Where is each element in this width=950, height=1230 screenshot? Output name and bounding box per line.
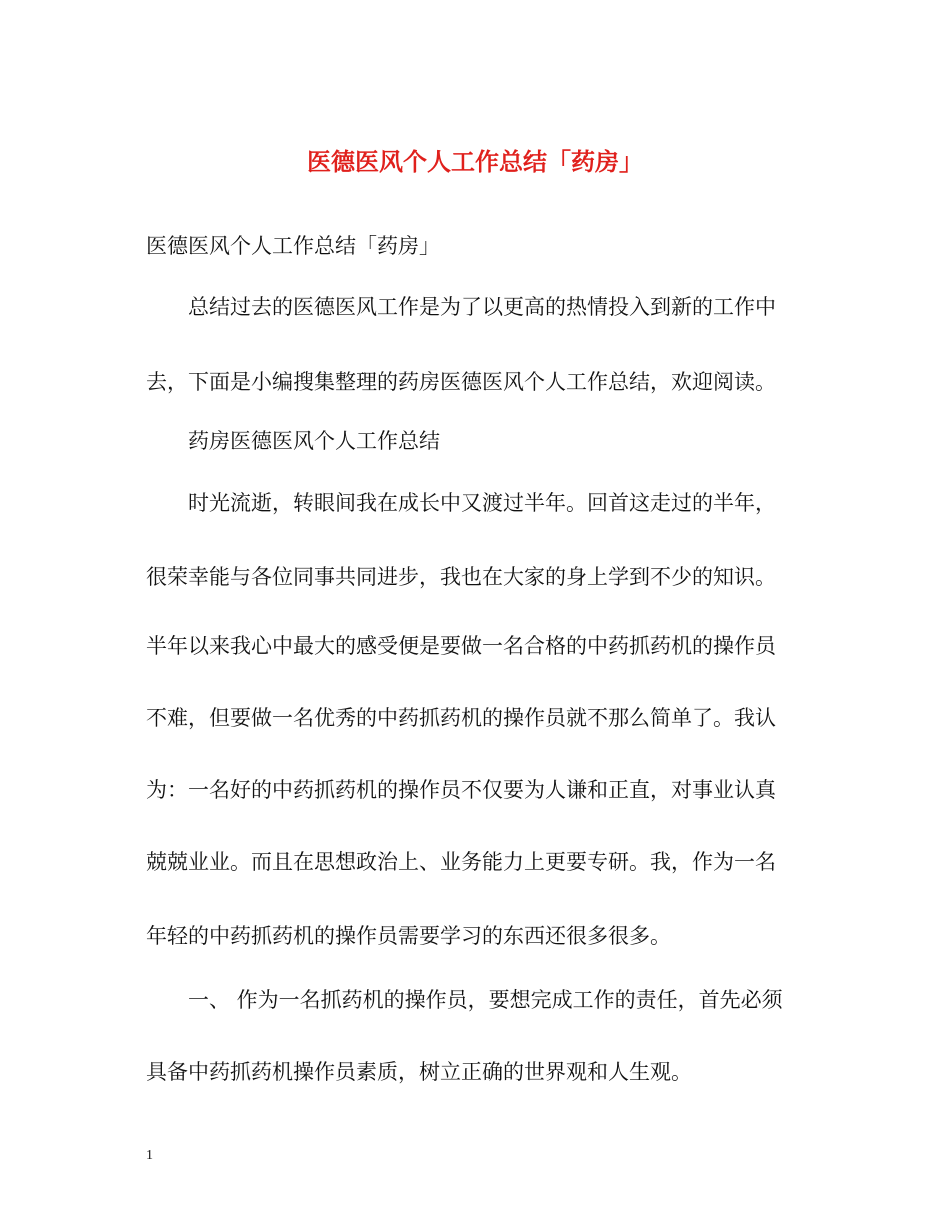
paragraph-line: 一、 作为一名抓药机的操作员，要想完成工作的责任，首先必须: [188, 988, 783, 1012]
paragraph-line: 年轻的中药抓药机的操作员需要学习的东西还很多很多。: [146, 924, 671, 948]
paragraph-line: 去，下面是小编搜集整理的药房医德医风个人工作总结，欢迎阅读。: [146, 370, 776, 394]
subtitle-line: 医德医风个人工作总结「药房」: [146, 234, 440, 258]
paragraph-line: 半年以来我心中最大的感受便是要做一名合格的中药抓药机的操作员: [146, 634, 776, 658]
paragraph-line: 兢兢业业。而且在思想政治上、业务能力上更要专研。我，作为一名: [146, 850, 776, 874]
paragraph-line: 为：一名好的中药抓药机的操作员不仅要为人谦和正直，对事业认真: [146, 778, 776, 802]
section-heading: 药房医德医风个人工作总结: [188, 429, 440, 453]
document-title: 医德医风个人工作总结「药房」: [307, 147, 643, 176]
paragraph-line: 总结过去的医德医风工作是为了以更高的热情投入到新的工作中: [188, 295, 776, 319]
paragraph-line: 具备中药抓药机操作员素质，树立正确的世界观和人生观。: [146, 1060, 692, 1084]
page-number: 1: [146, 1148, 153, 1163]
paragraph-line: 很荣幸能与各位同事共同进步，我也在大家的身上学到不少的知识。: [146, 565, 776, 589]
paragraph-line: 不难，但要做一名优秀的中药抓药机的操作员就不那么简单了。我认: [146, 706, 776, 730]
paragraph-line: 时光流逝，转眼间我在成长中又渡过半年。回首这走过的半年，: [188, 491, 776, 515]
